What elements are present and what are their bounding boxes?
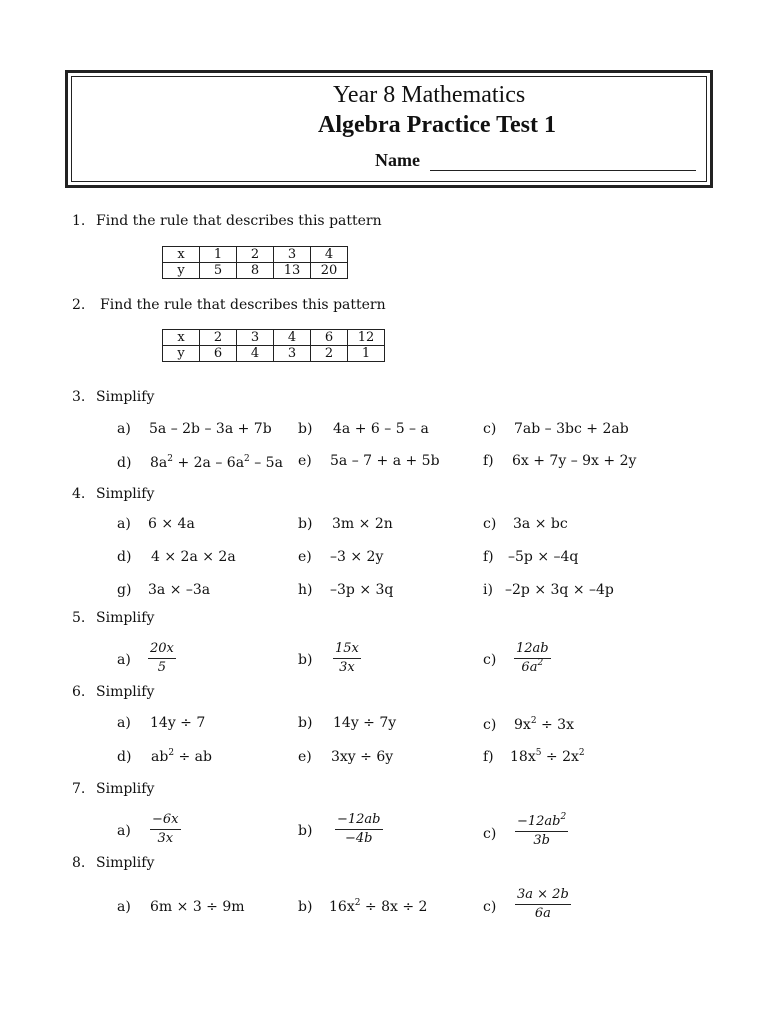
table-cell: x: [163, 330, 200, 346]
numerator: 20x: [148, 641, 176, 659]
part-label: g): [117, 582, 132, 598]
table-cell: 20: [311, 263, 348, 279]
expr-text: 9x: [514, 717, 531, 733]
part-label: a): [117, 516, 131, 532]
question-number: 7.: [72, 781, 86, 797]
part-label: c): [483, 717, 497, 733]
part-label: c): [483, 899, 497, 915]
expression: 5a – 7 + a + 5b: [330, 453, 440, 469]
table-cell: 8: [237, 263, 274, 279]
table-cell: y: [163, 346, 200, 362]
question-number: 8.: [72, 855, 86, 871]
expr-text: ÷ 2x: [541, 749, 579, 765]
worksheet-subtitle: Algebra Practice Test 1: [318, 112, 556, 138]
expression: 3a × –3a: [148, 582, 211, 598]
expression: –3p × 3q: [330, 582, 394, 598]
question-text: Simplify: [96, 855, 155, 871]
expression: 14y ÷ 7y: [333, 715, 397, 731]
part-label: f): [483, 749, 494, 765]
question-text: Simplify: [96, 781, 155, 797]
table-cell: 3: [237, 330, 274, 346]
expression: 4a + 6 – 5 – a: [333, 421, 429, 437]
numerator: −12ab: [335, 812, 383, 830]
expr-text: 16x: [329, 899, 355, 915]
expression: [151, 748, 212, 766]
expression: [150, 454, 283, 472]
name-blank-line[interactable]: [430, 170, 696, 171]
exponent: 2: [578, 748, 585, 758]
table-cell: 13: [274, 263, 311, 279]
fraction: [333, 641, 361, 676]
expr-text: ab: [151, 749, 169, 765]
pattern-table-1: [162, 246, 348, 279]
fraction: [335, 812, 383, 847]
numerator: 15x: [333, 641, 361, 659]
part-label: b): [298, 516, 313, 532]
part-label: d): [117, 549, 132, 565]
expression: 3a × bc: [513, 516, 568, 532]
part-label: a): [117, 899, 131, 915]
table-row: [163, 346, 385, 362]
exponent: 5: [535, 748, 542, 758]
exponent: 2: [167, 454, 173, 464]
expr-text: 8a: [150, 455, 168, 471]
denominator: 3x: [339, 660, 355, 675]
expression: 6m × 3 ÷ 9m: [150, 899, 245, 915]
expression: –3 × 2y: [330, 549, 384, 565]
part-label: d): [117, 455, 132, 471]
question-text: Simplify: [96, 684, 155, 700]
fraction: [514, 641, 551, 676]
expression: 5a – 2b – 3a + 7b: [149, 421, 272, 437]
question-number: 2.: [72, 297, 86, 313]
part-label: b): [298, 715, 313, 731]
table-cell: 3: [274, 346, 311, 362]
exponent: 2: [168, 748, 175, 758]
part-label: b): [298, 652, 313, 668]
question-number: 4.: [72, 486, 86, 502]
question-text: Find the rule that describes this pattern: [100, 297, 386, 313]
numerator: −6x: [150, 812, 181, 830]
expr-text: 18x: [510, 749, 536, 765]
expression: 6 × 4a: [148, 516, 195, 532]
exponent: 2: [560, 812, 567, 822]
expression: [329, 898, 427, 916]
expression: 4 × 2a × 2a: [151, 549, 236, 565]
table-cell: 6: [311, 330, 348, 346]
table-cell: 4: [311, 247, 348, 263]
part-label: b): [298, 823, 313, 839]
table-cell: 6: [200, 346, 237, 362]
table-cell: 2: [311, 346, 348, 362]
table-cell: 12: [348, 330, 385, 346]
table-cell: y: [163, 263, 200, 279]
question-text: Simplify: [96, 389, 155, 405]
part-label: a): [117, 652, 131, 668]
expr-text: + 2a – 6a: [173, 455, 245, 471]
denominator: 6a: [534, 906, 551, 921]
denominator: −4b: [345, 831, 373, 846]
part-label: a): [117, 823, 131, 839]
question-number: 1.: [72, 213, 86, 229]
part-label: e): [298, 549, 312, 565]
part-label: d): [117, 749, 132, 765]
question-number: 5.: [72, 610, 86, 626]
table-cell: 1: [348, 346, 385, 362]
table-cell: 2: [237, 247, 274, 263]
part-label: c): [483, 826, 497, 842]
name-label: Name: [375, 150, 420, 170]
expr-text: – 5a: [249, 455, 283, 471]
expression: 14y ÷ 7: [150, 715, 206, 731]
table-cell: 4: [274, 330, 311, 346]
expr-text: ÷ 3x: [536, 717, 574, 733]
part-label: b): [298, 899, 313, 915]
part-label: a): [117, 421, 131, 437]
part-label: h): [298, 582, 313, 598]
table-cell: 1: [200, 247, 237, 263]
table-cell: 5: [200, 263, 237, 279]
part-label: e): [298, 749, 312, 765]
fraction: [148, 641, 176, 676]
denominator: [514, 659, 551, 676]
den-text: 6a: [521, 660, 538, 675]
numerator: 3a × 2b: [515, 887, 571, 905]
table-row: [163, 330, 385, 346]
expression: [514, 716, 574, 734]
fraction: [150, 812, 181, 847]
part-label: e): [298, 453, 312, 469]
numerator: 12ab: [514, 641, 551, 659]
worksheet-title: Year 8 Mathematics: [333, 82, 526, 108]
part-label: c): [483, 516, 497, 532]
fraction: [515, 887, 571, 922]
expression: 7ab – 3bc + 2ab: [514, 421, 629, 437]
expression: –2p × 3q × –4p: [505, 582, 614, 598]
numerator: [515, 814, 568, 832]
exponent: 2: [354, 898, 361, 908]
part-label: c): [483, 652, 497, 668]
table-row: [163, 263, 348, 279]
table-cell: x: [163, 247, 200, 263]
question-number: 3.: [72, 389, 86, 405]
expression: 3xy ÷ 6y: [331, 749, 394, 765]
expr-text: ÷ 8x ÷ 2: [360, 899, 428, 915]
question-text: Find the rule that describes this pattern: [96, 213, 382, 229]
part-label: f): [483, 549, 494, 565]
question-text: Simplify: [96, 610, 155, 626]
part-label: i): [483, 582, 493, 598]
num-text: −12ab: [517, 814, 561, 829]
denominator: 3x: [157, 831, 174, 846]
expression: 3m × 2n: [332, 516, 393, 532]
table-cell: 4: [237, 346, 274, 362]
denominator: 3b: [533, 833, 550, 848]
expression: 6x + 7y – 9x + 2y: [512, 453, 637, 469]
fraction: [515, 814, 568, 849]
pattern-table-2: [162, 329, 385, 362]
expression: –5p × –4q: [508, 549, 579, 565]
table-cell: 2: [200, 330, 237, 346]
denominator: 5: [157, 660, 167, 675]
question-text: Simplify: [96, 486, 155, 502]
expression: [510, 748, 585, 766]
part-label: b): [298, 421, 313, 437]
exponent: 2: [244, 454, 250, 464]
table-cell: 3: [274, 247, 311, 263]
exponent: 2: [537, 658, 544, 668]
part-label: a): [117, 715, 131, 731]
part-label: f): [483, 453, 494, 469]
part-label: c): [483, 421, 497, 437]
table-row: [163, 247, 348, 263]
exponent: 2: [530, 716, 537, 726]
expr-text: ÷ ab: [174, 749, 212, 765]
question-number: 6.: [72, 684, 86, 700]
